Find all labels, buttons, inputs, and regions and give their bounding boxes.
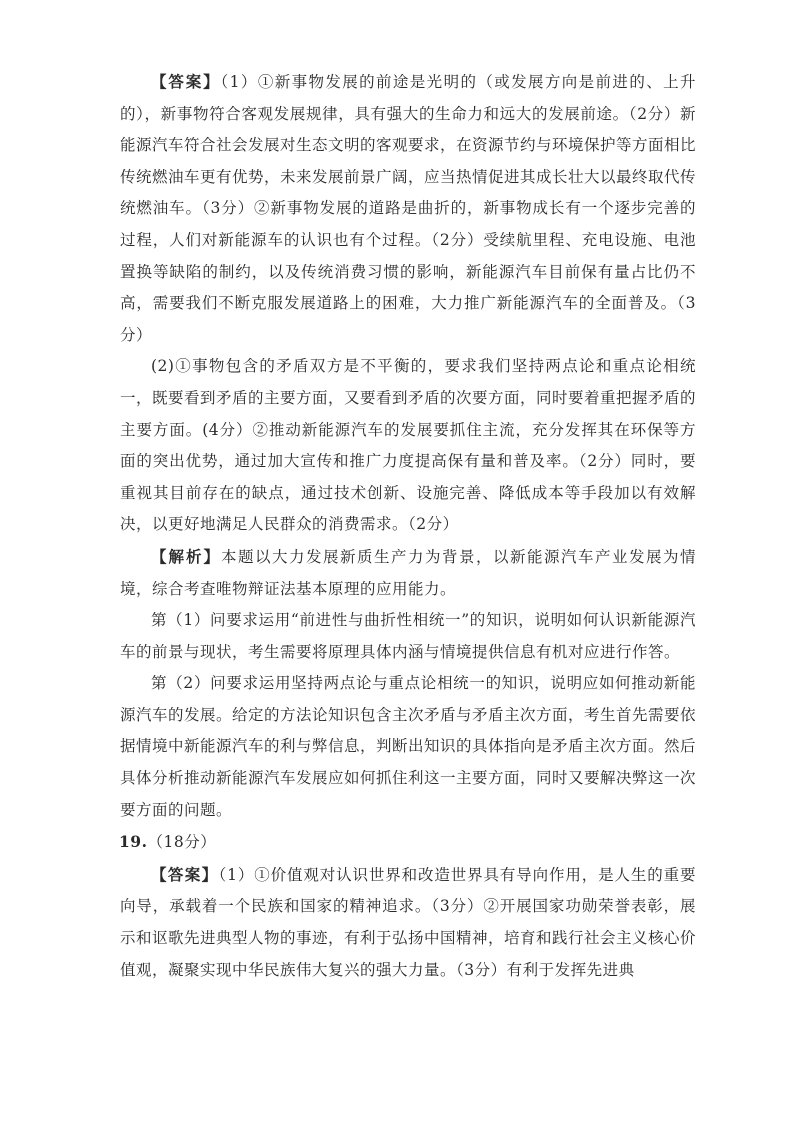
question-score: （18分）: [147, 833, 217, 852]
analysis-paragraph: [120, 541, 696, 605]
answer-text-part-2: (2)①事物包含的矛盾双方是不平衡的，要求我们坚持两点论和重点论相统一，既要看到矛盾的主要方面，又要看到矛盾的次要方面，同时要着重把握矛盾的主要方面。(4分）②推动新能源汽车的发展要抓住主流，充分发挥其在环保等方面的突出优势，通过加大宣传和推广力度提高保有量和普及率。（2分）同时，要重视其目前存在的缺点，通过技术创新、设施完善、降低成本等手段加以有效解决，以更好地满足人民群众的消费需求。（2分）: [120, 357, 697, 534]
analysis-paragraph-2: [120, 605, 696, 668]
question-19-header: [120, 826, 696, 859]
analysis-label: 【解析】: [151, 546, 221, 566]
answer-paragraph-1: [120, 66, 696, 351]
analysis-paragraph-3: [120, 668, 696, 826]
q19-answer-label: 【答案】: [151, 864, 219, 884]
analysis-text-2: 第（1）问要求运用“前进性与曲折性相统一”的知识，说明如何认识新能源汽车的前景与现状，考生需要将原理具体内涵与情境提供信息有机对应进行作答。: [120, 611, 696, 661]
analysis-text-3: 第（2）问要求运用坚持两点论与重点论相统一的知识，说明应如何推动新能源汽车的发展。给定的方法论知识包含主次矛盾与矛盾主次方面，考生首先需要依据情境中新能源汽车的利与弊信息，判断出知识的具体指向是矛盾主次方面。然后具体分析推动新能源汽车发展应如何抓住利这一主要方面，同时又要解决弊这一次要方面的问题。: [120, 674, 697, 819]
answer-paragraph-2: [120, 351, 696, 541]
analysis-text: 本题以大力发展新质生产力为背景，以新能源汽车产业发展为情境，综合考查唯物辩证法基本原理的应用能力。: [120, 547, 696, 598]
answer-label: 【答案】: [151, 72, 221, 91]
question-number: 19.: [119, 832, 148, 852]
answer-text-part-1: （1）①新事物发展的前途是光明的（或发展方向是前进的、上升的），新事物符合客观发展规律，具有强大的生命力和远大的发展前途。（2分）新能源汽车符合社会发展对生态文明的客观要求，在资源节约与环境保护等方面相比传统燃油车更有优势，未来发展前景广阔，应当热情促进其成长壮大以最终取代传统燃油车。（3分）②新事物发展的道路是曲折的，新事物成长有一个逐步完善的过程，人们对新能源车的认识也有个过程。（2分）受续航里程、充电设施、电池置换等缺陷的制约，以及传统消费习惯的影响，新能源汽车目前保有量占比仍不高，需要我们不断克服发展道路上的困难，大力推广新能源汽车的全面普及。（3分）: [120, 73, 697, 344]
q19-answer-text: （1）①价值观对认识世界和改造世界具有导向作用，是人生的重要向导，承载着一个民族和国家的精神追求。（3分）②开展国家功勋荣誉表彰，展示和讴歌先进典型人物的事迹，有利于弘扬中国精神，培育和践行社会主义核心价值观，凝聚实现中华民族伟大复兴的强大力量。（3分）有利于发挥先进典: [120, 865, 697, 979]
q19-answer-paragraph: [120, 859, 696, 986]
